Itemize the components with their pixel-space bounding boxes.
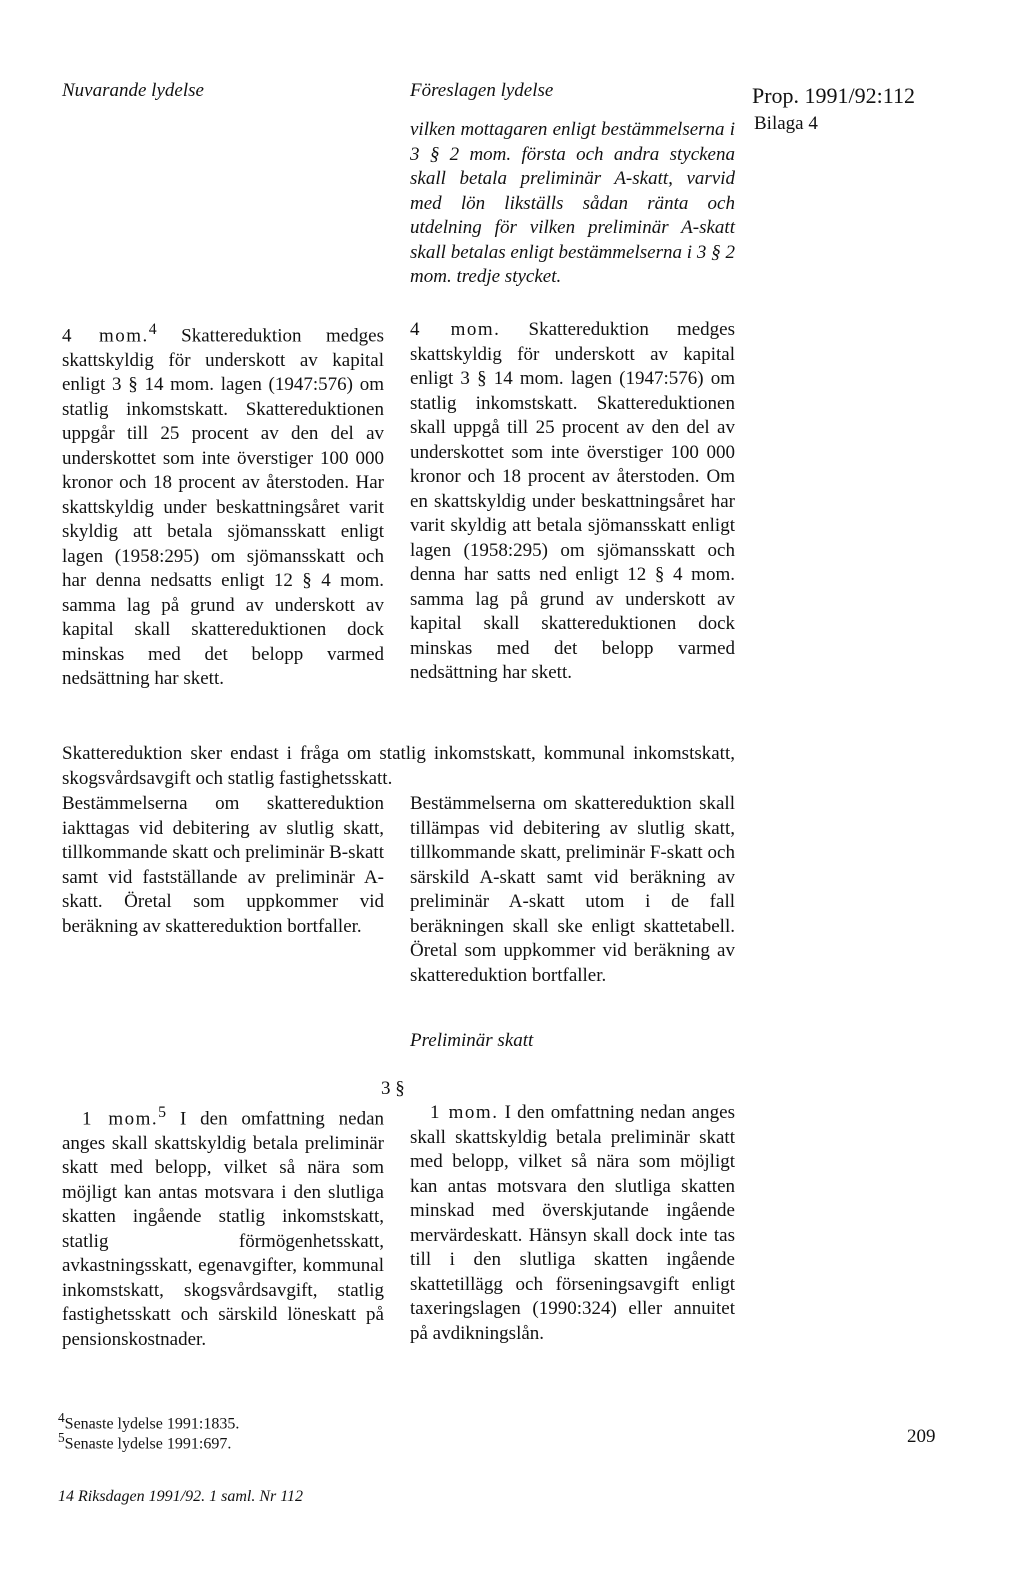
footnote-5-text: Senaste lydelse 1991:697. <box>64 1435 232 1453</box>
left-paragraph-4-mom <box>62 318 384 692</box>
right-paragraph-1-text: I den omfattning nedan anges skall skattskyldig betala preliminär skatt med belopp, vilket så nära som möjligt kan antas motsvara den slutliga skatten minskad med överskjutande ingående mervärdeskatt. Hänsyn skall dock inte tas till i den slutliga skatten ingående skattetillägg och förseningsavgift enligt taxeringslagen (1990:324) eller annuitet på avdikningslån. <box>410 1102 736 1344</box>
page-number: 209 <box>907 1426 936 1447</box>
left-paragraph-1-text: I den omfattning nedan anges skall skattskyldig betala preliminär skatt med belopp, vilket så nära som möjligt kan antas motsvara i den slutliga skatten ingående statlig inkomstskatt, statlig förmögenhetsskatt, avkastningsskatt, egenavgifter, kommunal inkomstskatt, skogsvårdsavgift, statlig fastighetsskatt och särskild löneskatt på pensionskostnader. <box>62 1108 385 1350</box>
right-paragraph-1-mom <box>410 1101 735 1346</box>
right-paragraph-bestammelserna: Bestämmelserna om skattereduktion skall tillämpas vid debitering av slutlig skatt, tillkommande skatt, preliminär F-skatt och särskild A-skatt samt vid beräkning av preliminär A-skatt utom i de fall beräkningen skall ske enligt skattetabell. Öretal som uppkommer vid beräkning av skattereduktion bortfaller. <box>410 793 735 986</box>
right-paragraph-4-mom <box>410 318 735 686</box>
right-mom-label: 4 mom. <box>410 319 501 340</box>
footnote-5 <box>58 1428 231 1454</box>
left-paragraph-1-mom <box>62 1101 384 1352</box>
left-paragraph-4-text: Skattereduktion medges skattskyldig för underskott av kapital enligt 3 § 14 mom. lagen (1947:576) om statlig inkomstskatt. Skattereduktionen uppgår till 25 procent av den del av underskottet som inte överstiger 100 000 kronor och 18 procent av återstoden. Har skattskyldig under beskattningsåret varit skyldig att betala sjömansskatt enligt lagen (1958:295) om sjömansskatt och har denna nedsatts enligt 12 § 4 mom. samma lag på grund av underskott av kapital skall skattereduktionen dock minskas med det belopp varmed nedsättning har skett. <box>62 325 384 690</box>
section-mark: 3 § <box>381 1078 405 1099</box>
right-mom-1-label: 1 mom. <box>430 1102 499 1123</box>
right-column-title: Föreslagen lydelse <box>410 80 554 101</box>
left-mom-label: 4 mom. <box>62 325 149 347</box>
footnote-5-mark: 5 <box>58 1430 65 1445</box>
footnote-ref-5: 5 <box>158 1104 167 1121</box>
bottom-signature-line: 14 Riksdagen 1991/92. 1 saml. Nr 112 <box>58 1488 304 1505</box>
left-paragraph-bestammelserna: Bestämmelserna om skattereduktion iakttagas vid debitering av slutlig skatt, tillkommande skatt och preliminär B-skatt samt vid fastställande av preliminär A-skatt. Öretal som uppkommer vid beräkning av skattereduktion bortfaller. <box>62 793 384 937</box>
appendix-label: Bilaga 4 <box>754 113 818 134</box>
footnote-4-mark: 4 <box>58 1410 65 1425</box>
right-paragraph-4-text: Skattereduktion medges skattskyldig för underskott av kapital enligt 3 § 14 mom. lagen (1947:576) om statlig inkomstskatt. Skattereduktionen skall uppgå till 25 procent av den del av underskottet som inte överstiger 100 000 kronor och 18 procent av återstoden. Om en skattskyldig under beskattningsåret har varit skyldig att betala sjömansskatt enligt lagen (1958:295) om sjömansskatt och denna har satts ned enligt 12 § 4 mom. samma lag på grund av underskott av kapital skall skattereduktionen dock minskas med det belopp varmed nedsättning har skett. <box>410 319 735 683</box>
full-width-paragraph: Skattereduktion sker endast i fråga om statlig inkomstskatt, kommunal inkomstskatt, skogsvårdsavgift och statlig fastighetsskatt. <box>62 743 735 789</box>
footnote-ref-4: 4 <box>148 321 157 338</box>
left-column-title: Nuvarande lydelse <box>62 80 204 101</box>
proposition-number: Prop. 1991/92:112 <box>752 83 915 108</box>
left-mom-1-label: 1 mom. <box>82 1108 159 1130</box>
footnote-4-text: Senaste lydelse 1991:1835. <box>64 1415 240 1433</box>
right-continuation-text: vilken mottagaren enligt bestämmelserna i 3 § 2 mom. första och andra styckena skall betala preliminär A-skatt, varvid med lön likställs sådan ränta och utdelning för vilken preliminär A-skatt skall betalas enligt bestämmelserna i 3 § 2 mom. tredje stycket. <box>410 119 735 287</box>
subheading-preliminar-skatt: Preliminär skatt <box>410 1030 534 1051</box>
